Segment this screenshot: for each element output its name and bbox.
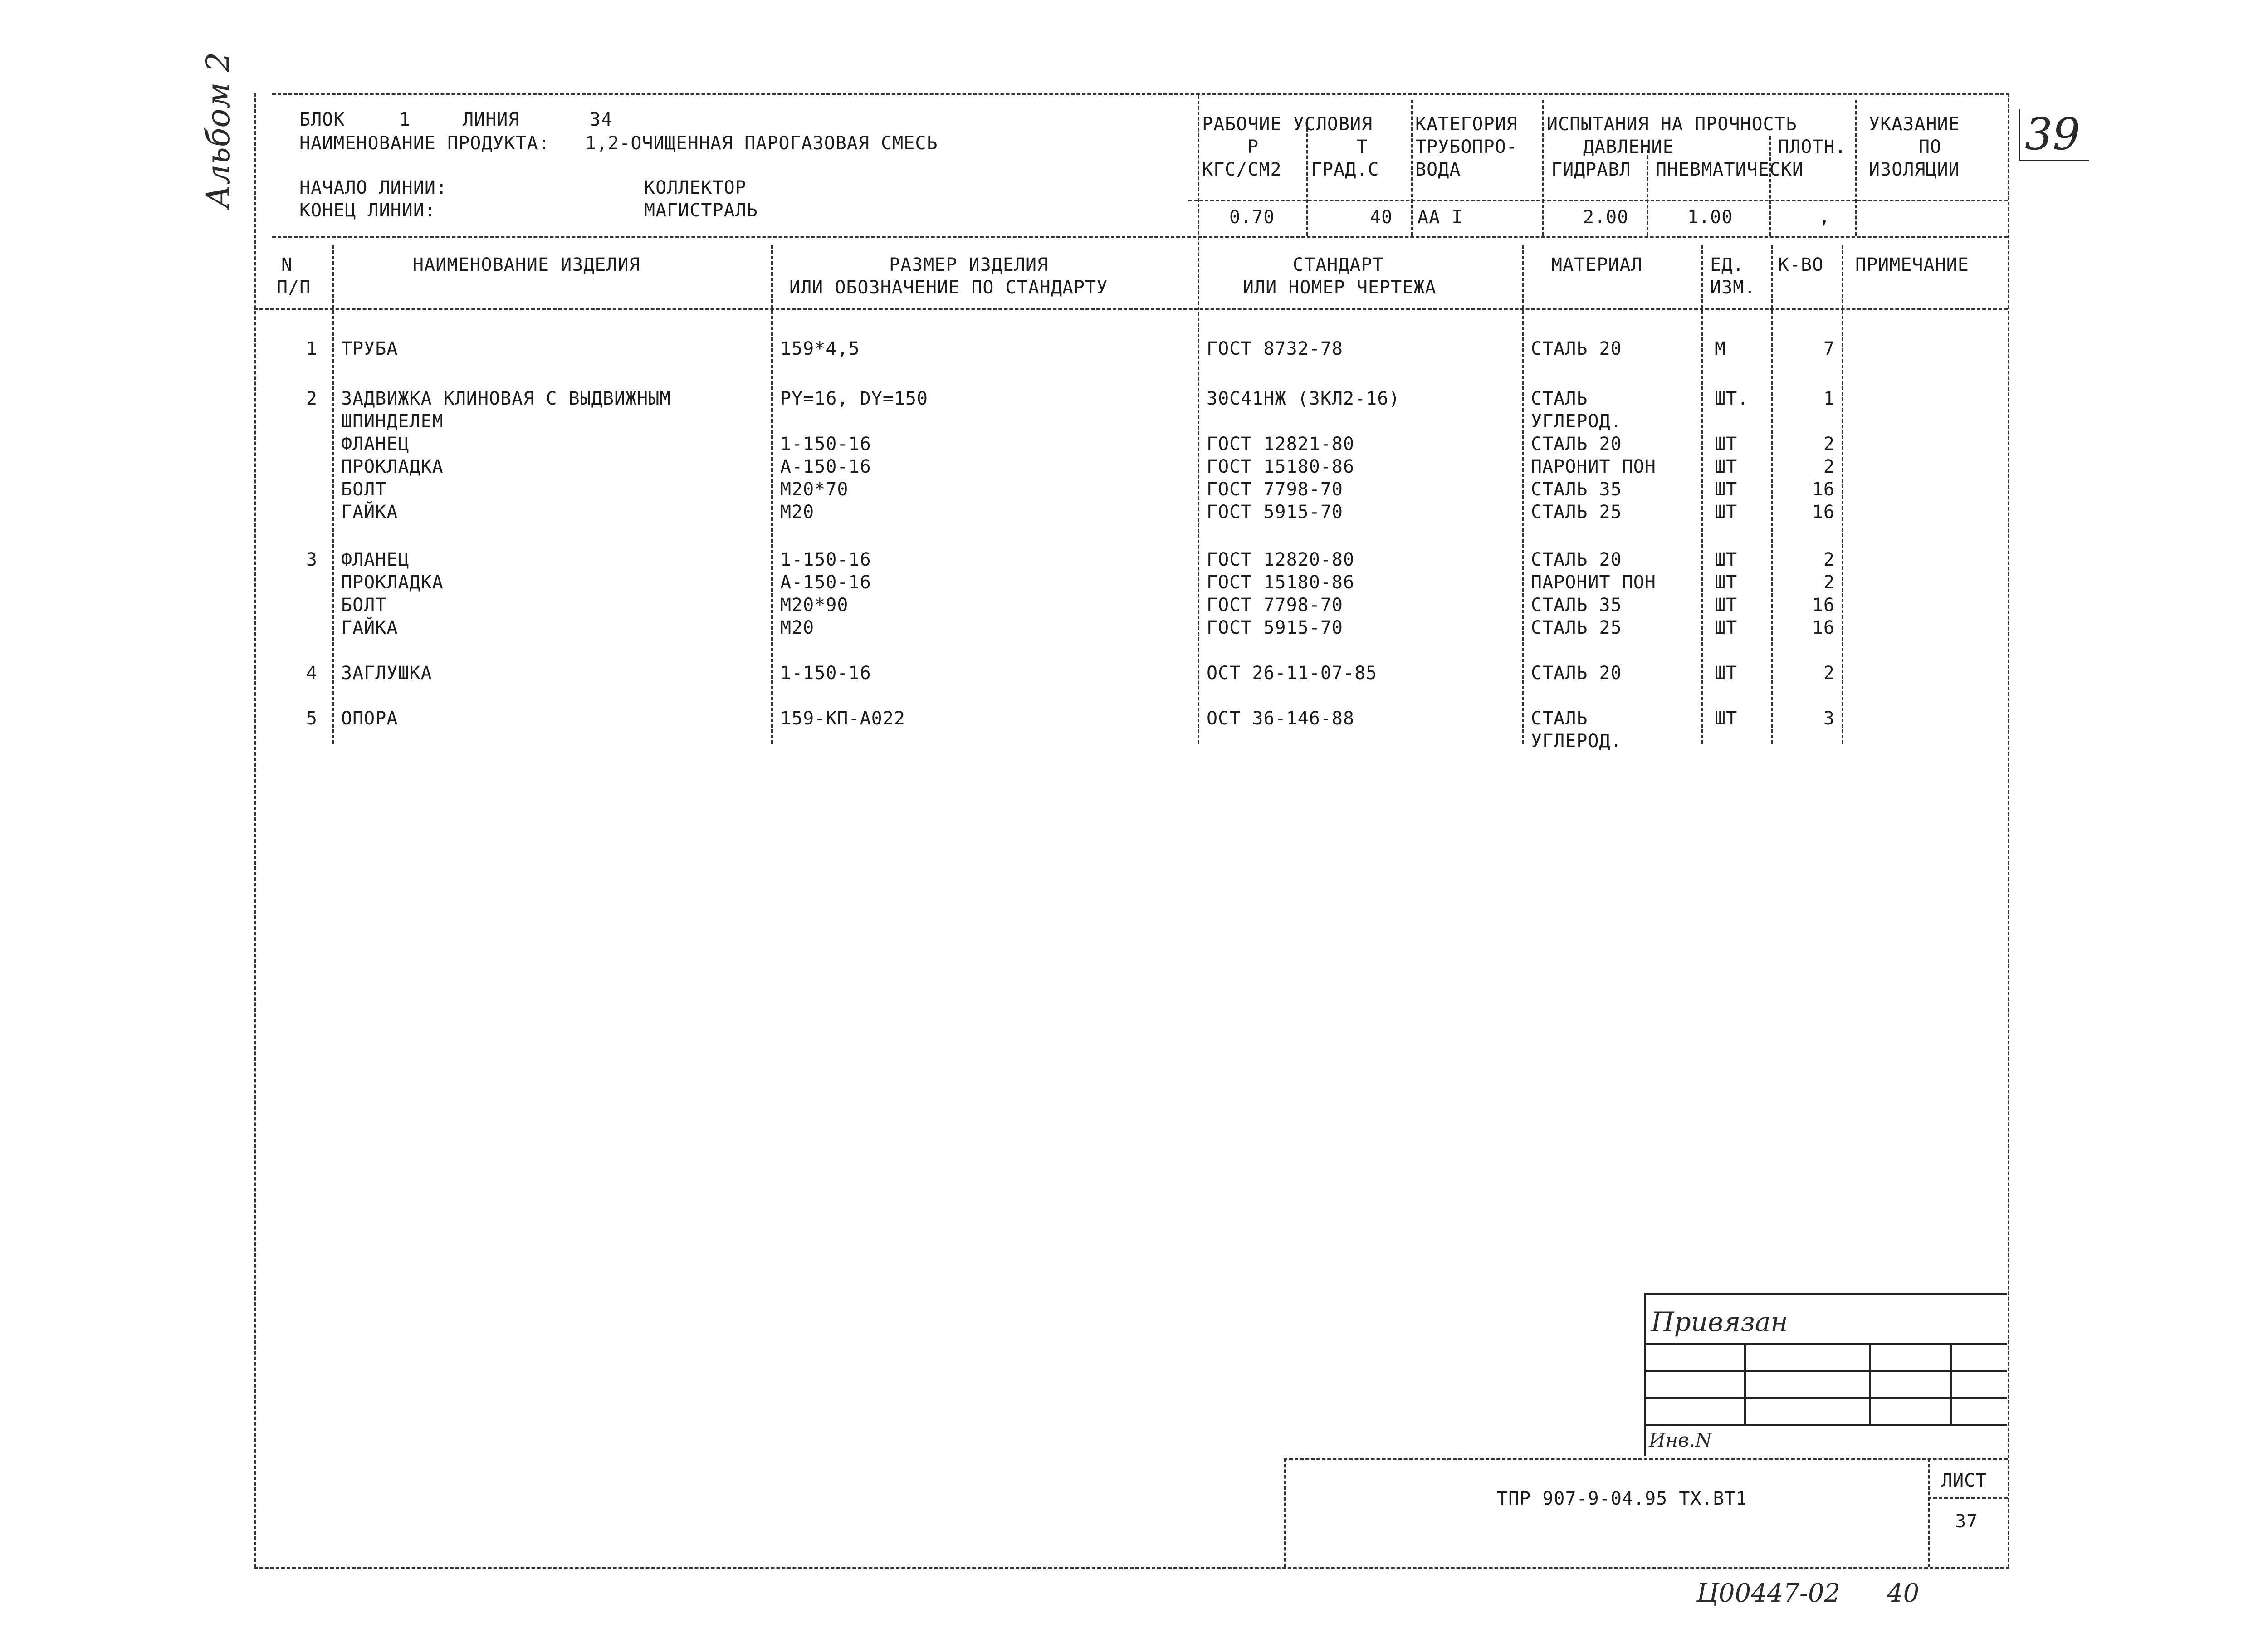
block-value: 1 <box>399 109 411 130</box>
cell-material: ПАРОНИТ ПОН <box>1531 572 1656 593</box>
cell-name: БОЛТ <box>341 479 387 500</box>
cell-quantity: 16 <box>1812 479 1835 500</box>
cell-quantity: 2 <box>1823 456 1835 477</box>
frame-right <box>2008 93 2009 1567</box>
cell-standard: ГОСТ 5915-70 <box>1207 502 1343 523</box>
title-block-left <box>1284 1458 1286 1567</box>
cell-number: 4 <box>306 663 318 684</box>
cell-quantity: 1 <box>1823 388 1835 409</box>
cond-dens-value: , <box>1819 207 1831 228</box>
block-label: БЛОК <box>299 109 345 130</box>
stamp-box-line-3 <box>1644 1397 2007 1399</box>
cond-t-unit: ГРАД.С <box>1311 159 1379 180</box>
cond-pipe-2: ВОДА <box>1415 159 1461 180</box>
cell-name: ЗАДВИЖКА КЛИНОВАЯ С ВЫДВИЖНЫМ <box>341 388 671 409</box>
cell-quantity: 16 <box>1812 617 1835 638</box>
cell-size: М20*70 <box>780 479 849 500</box>
cell-size: А-150-16 <box>780 456 871 477</box>
cell-size: 1-150-16 <box>780 434 871 455</box>
stamp-box-line-1 <box>1644 1343 2007 1345</box>
title-block-sheet-sep <box>1928 1458 1930 1567</box>
cell-unit: ШТ <box>1715 479 1738 500</box>
cond-sep-dens <box>1769 136 1771 236</box>
col-unit-1: ЕД. <box>1710 254 1745 275</box>
table-row <box>0 730 2268 754</box>
stamp-inv: Инв.N <box>1649 1429 1712 1451</box>
archive-page: 40 <box>1887 1579 1920 1608</box>
cell-size: 159-КП-А022 <box>780 708 905 729</box>
start-label: НАЧАЛО ЛИНИИ: <box>299 177 448 198</box>
table-row <box>0 411 2268 434</box>
archive-number: Ц00447-02 <box>1696 1579 1841 1608</box>
cell-material: СТАЛЬ 20 <box>1531 338 1622 359</box>
cell-name: ПРОКЛАДКА <box>341 572 444 593</box>
table-row <box>0 549 2268 572</box>
cell-material: СТАЛЬ 20 <box>1531 549 1622 570</box>
columns-sep <box>254 308 2008 310</box>
cell-size: М20 <box>780 617 815 638</box>
cell-quantity: 2 <box>1823 549 1835 570</box>
cond-sep-pt <box>1306 122 1308 236</box>
cell-unit: ШТ <box>1715 434 1738 455</box>
cell-unit: ШТ. <box>1715 388 1749 409</box>
cell-quantity: 16 <box>1812 595 1835 616</box>
stamp-box-col-3 <box>1950 1343 1952 1424</box>
stamp-box-col-1 <box>1744 1343 1746 1424</box>
cell-name: ГАЙКА <box>341 502 398 523</box>
cell-name: ЗАГЛУШКА <box>341 663 432 684</box>
cell-quantity: 3 <box>1823 708 1835 729</box>
cell-standard: ГОСТ 12820-80 <box>1207 549 1355 570</box>
cell-quantity: 2 <box>1823 434 1835 455</box>
cond-pneu-value: 1.00 <box>1687 207 1733 228</box>
col-size-1: РАЗМЕР ИЗДЕЛИЯ <box>889 254 1049 275</box>
cell-unit: ШТ <box>1715 572 1738 593</box>
product-label: НАИМЕНОВАНИЕ ПРОДУКТА: <box>299 133 550 154</box>
line-label: ЛИНИЯ <box>463 109 520 130</box>
cond-sep-cat <box>1411 100 1413 236</box>
frame-bottom <box>254 1567 2009 1569</box>
sheet-label: ЛИСТ <box>1941 1470 1987 1491</box>
cell-material: СТАЛЬ 20 <box>1531 663 1622 684</box>
table-row <box>0 388 2268 411</box>
header-sep-2 <box>272 236 2008 238</box>
cell-material: СТАЛЬ 35 <box>1531 479 1622 500</box>
cell-standard: ГОСТ 15180-86 <box>1207 572 1355 593</box>
cell-unit: ШТ <box>1715 502 1738 523</box>
table-row <box>0 594 2268 618</box>
sheet-number: 37 <box>1955 1511 1978 1532</box>
cell-unit: ШТ <box>1715 456 1738 477</box>
cell-number: 2 <box>306 388 318 409</box>
cell-quantity: 2 <box>1823 663 1835 684</box>
cond-p-value: 0.70 <box>1229 207 1275 228</box>
col-size-2: ИЛИ ОБОЗНАЧЕНИЕ ПО СТАНДАРТУ <box>789 277 1108 298</box>
page-stamp-number: 39 <box>2019 109 2089 161</box>
line-value: 34 <box>590 109 613 130</box>
cell-standard: ОСТ 26-11-07-85 <box>1207 663 1378 684</box>
col-std-2: ИЛИ НОМЕР ЧЕРТЕЖА <box>1243 277 1437 298</box>
title-block-sheet-line <box>1928 1497 2008 1499</box>
cell-size: А-150-16 <box>780 572 871 593</box>
cell-size: 1-150-16 <box>780 549 871 570</box>
cell-quantity: 16 <box>1812 502 1835 523</box>
cell-material: СТАЛЬ 35 <box>1531 595 1622 616</box>
cond-pressure: ДАВЛЕНИЕ <box>1583 137 1674 157</box>
cell-name: ФЛАНЕЦ <box>341 434 410 455</box>
table-row <box>0 501 2268 525</box>
table-row <box>0 708 2268 731</box>
cond-p-symbol: P <box>1247 137 1259 157</box>
cell-number: 3 <box>306 549 318 570</box>
cell-material: СТАЛЬ <box>1531 388 1588 409</box>
cond-p-unit: КГС/СМ2 <box>1202 159 1282 180</box>
cond-by: ПО <box>1919 137 1942 157</box>
stamp-box-left <box>1644 1293 1646 1456</box>
stamp-box-top <box>1644 1293 2007 1295</box>
col-num-2: П/П <box>277 277 311 298</box>
col-unit-2: ИЗМ. <box>1710 277 1756 298</box>
cell-unit: М <box>1715 338 1726 359</box>
col-qty: К-ВО <box>1778 254 1824 275</box>
cell-size: PY=16, DY=150 <box>780 388 929 409</box>
cell-material: УГЛЕРОД. <box>1531 731 1622 752</box>
frame-top <box>272 93 2009 95</box>
cond-hydr: ГИДРАВЛ <box>1551 159 1631 180</box>
cell-name: БОЛТ <box>341 595 387 616</box>
cond-cat-title: КАТЕГОРИЯ <box>1415 114 1518 135</box>
stamp-box-col-2 <box>1869 1343 1871 1424</box>
frame-left <box>254 93 256 1567</box>
table-row <box>0 479 2268 502</box>
cell-unit: ШТ <box>1715 549 1738 570</box>
col-std-1: СТАНДАРТ <box>1293 254 1384 275</box>
cell-unit: ШТ <box>1715 617 1738 638</box>
start-value: КОЛЛЕКТОР <box>644 177 747 198</box>
table-row <box>0 338 2268 362</box>
cell-material: СТАЛЬ 25 <box>1531 502 1622 523</box>
table-row <box>0 662 2268 686</box>
cell-number: 1 <box>306 338 318 359</box>
product-value: 1,2-ОЧИЩЕННАЯ ПАРОГАЗОВАЯ СМЕСЬ <box>585 133 938 154</box>
cell-name: ГАЙКА <box>341 617 398 638</box>
cell-size: 159*4,5 <box>780 338 860 359</box>
cell-unit: ШТ <box>1715 708 1738 729</box>
stamp-box-line-2 <box>1644 1370 2007 1372</box>
cell-material: СТАЛЬ 25 <box>1531 617 1622 638</box>
cond-cat-value: АА I <box>1418 207 1463 228</box>
cell-standard: ГОСТ 7798-70 <box>1207 479 1343 500</box>
header-sep-1 <box>1188 200 2008 201</box>
col-material: МАТЕРИАЛ <box>1551 254 1642 275</box>
cell-standard: ГОСТ 7798-70 <box>1207 595 1343 616</box>
cell-quantity: 7 <box>1823 338 1835 359</box>
cell-material: СТАЛЬ 20 <box>1531 434 1622 455</box>
stamp-box-line-4 <box>1644 1424 2007 1426</box>
cond-test-title: ИСПЫТАНИЯ НА ПРОЧНОСТЬ <box>1547 114 1797 135</box>
cond-pipe-1: ТРУБОПРО- <box>1415 137 1518 157</box>
cell-standard: ГОСТ 12821-80 <box>1207 434 1355 455</box>
cond-note-title: УКАЗАНИЕ <box>1869 114 1960 135</box>
cond-sep-iso <box>1855 100 1857 236</box>
col-name: НАИМЕНОВАНИЕ ИЗДЕЛИЯ <box>413 254 640 275</box>
cell-name: ПРОКЛАДКА <box>341 456 444 477</box>
stamp-bound: Привязан <box>1651 1306 1788 1337</box>
cell-number: 5 <box>306 708 318 729</box>
end-label: КОНЕЦ ЛИНИИ: <box>299 200 436 221</box>
cell-material: СТАЛЬ <box>1531 708 1588 729</box>
table-row <box>0 433 2268 457</box>
table-row <box>0 617 2268 641</box>
cell-standard: 30С41НЖ (ЗКЛ2-16) <box>1207 388 1400 409</box>
doc-code: ТПР 907-9-04.95 ТХ.ВТ1 <box>1497 1488 1747 1509</box>
cond-work-title: РАБОЧИЕ УСЛОВИЯ <box>1202 114 1373 135</box>
cell-unit: ШТ <box>1715 595 1738 616</box>
cell-unit: ШТ <box>1715 663 1738 684</box>
cell-name: ШПИНДЕЛЕМ <box>341 411 444 432</box>
cond-iso: ИЗОЛЯЦИИ <box>1869 159 1960 180</box>
cond-sep-test <box>1542 100 1544 236</box>
cond-pneu: ПНЕВМАТИЧЕСКИ <box>1656 159 1804 180</box>
table-row <box>0 572 2268 595</box>
cell-size: 1-150-16 <box>780 663 871 684</box>
cond-dens: ПЛОТН. <box>1778 137 1847 157</box>
col-note: ПРИМЕЧАНИЕ <box>1855 254 1969 275</box>
cell-standard: ОСТ 36-146-88 <box>1207 708 1355 729</box>
cond-hydr-value: 2.00 <box>1583 207 1629 228</box>
title-block-top <box>1284 1458 2008 1460</box>
cell-material: УГЛЕРОД. <box>1531 411 1622 432</box>
cell-quantity: 2 <box>1823 572 1835 593</box>
cell-material: ПАРОНИТ ПОН <box>1531 456 1656 477</box>
col-num-1: N <box>281 254 293 275</box>
cell-name: ТРУБА <box>341 338 398 359</box>
cond-t-symbol: T <box>1356 137 1368 157</box>
cell-standard: ГОСТ 5915-70 <box>1207 617 1343 638</box>
cell-standard: ГОСТ 15180-86 <box>1207 456 1355 477</box>
end-value: МАГИСТРАЛЬ <box>644 200 758 221</box>
cond-sep-hp <box>1647 150 1648 236</box>
cond-t-value: 40 <box>1370 207 1393 228</box>
cell-size: М20*90 <box>780 595 849 616</box>
cell-name: ФЛАНЕЦ <box>341 549 410 570</box>
album-stamp: Альбом 2 <box>200 52 237 209</box>
cell-standard: ГОСТ 8732-78 <box>1207 338 1343 359</box>
table-row <box>0 456 2268 479</box>
cell-size: М20 <box>780 502 815 523</box>
cell-name: ОПОРА <box>341 708 398 729</box>
